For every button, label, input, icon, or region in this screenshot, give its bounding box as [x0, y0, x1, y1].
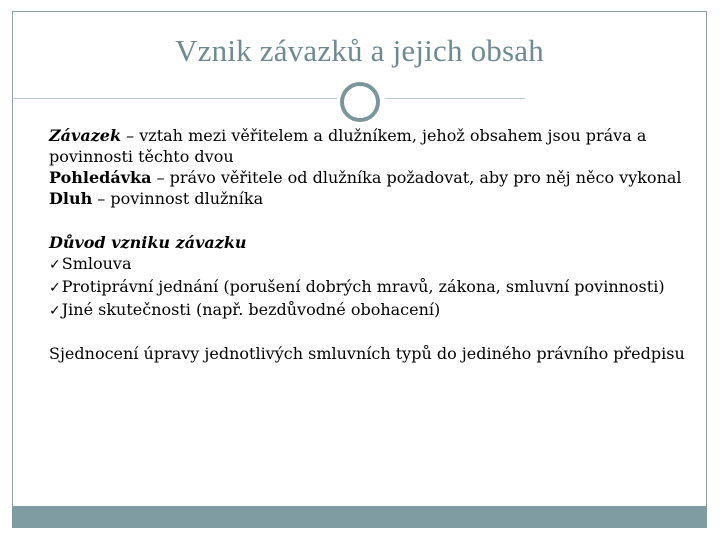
reason-item: ✓Jiné skutečnosti (např. bezdůvodné obohacení): [49, 300, 441, 319]
definition-term: Závazek: [49, 126, 122, 145]
ring-ornament: [340, 82, 380, 122]
title-divider-left: [12, 98, 337, 99]
reason-item: ✓Protiprávní jednání (porušení dobrých mravů, zákona, smluvní povinnosti): [49, 277, 665, 296]
definition-text: – vztah mezi věřitelem a dlužníkem, jehož obsahem jsou práva a povinnosti těchto dvou: [49, 126, 647, 166]
check-icon: ✓: [49, 280, 61, 296]
check-icon: ✓: [49, 257, 61, 273]
footer-bar: [12, 506, 707, 528]
definition-text: – povinnost dlužníka: [92, 189, 264, 208]
definition-text: – právo věřitele od dlužníka požadovat, aby pro něj něco vykonal: [151, 168, 682, 187]
unification-note: Sjednocení úpravy jednotlivých smluvních typů do jediného právního předpisu: [49, 344, 685, 363]
reason-item: ✓Smlouva: [49, 254, 132, 273]
reasons-heading: Důvod vzniku závazku: [49, 233, 247, 252]
definition-pohledavka: [49, 167, 689, 188]
definition-term: Dluh: [49, 189, 93, 208]
check-icon: ✓: [49, 303, 61, 319]
title-divider-right: [385, 98, 525, 99]
definition-term: Pohledávka: [49, 168, 152, 187]
slide-body: [49, 125, 689, 364]
definition-dluh: [49, 188, 689, 209]
definition-zavazek: [49, 125, 689, 167]
slide-title: Vznik závazků a jejich obsah: [175, 33, 544, 68]
